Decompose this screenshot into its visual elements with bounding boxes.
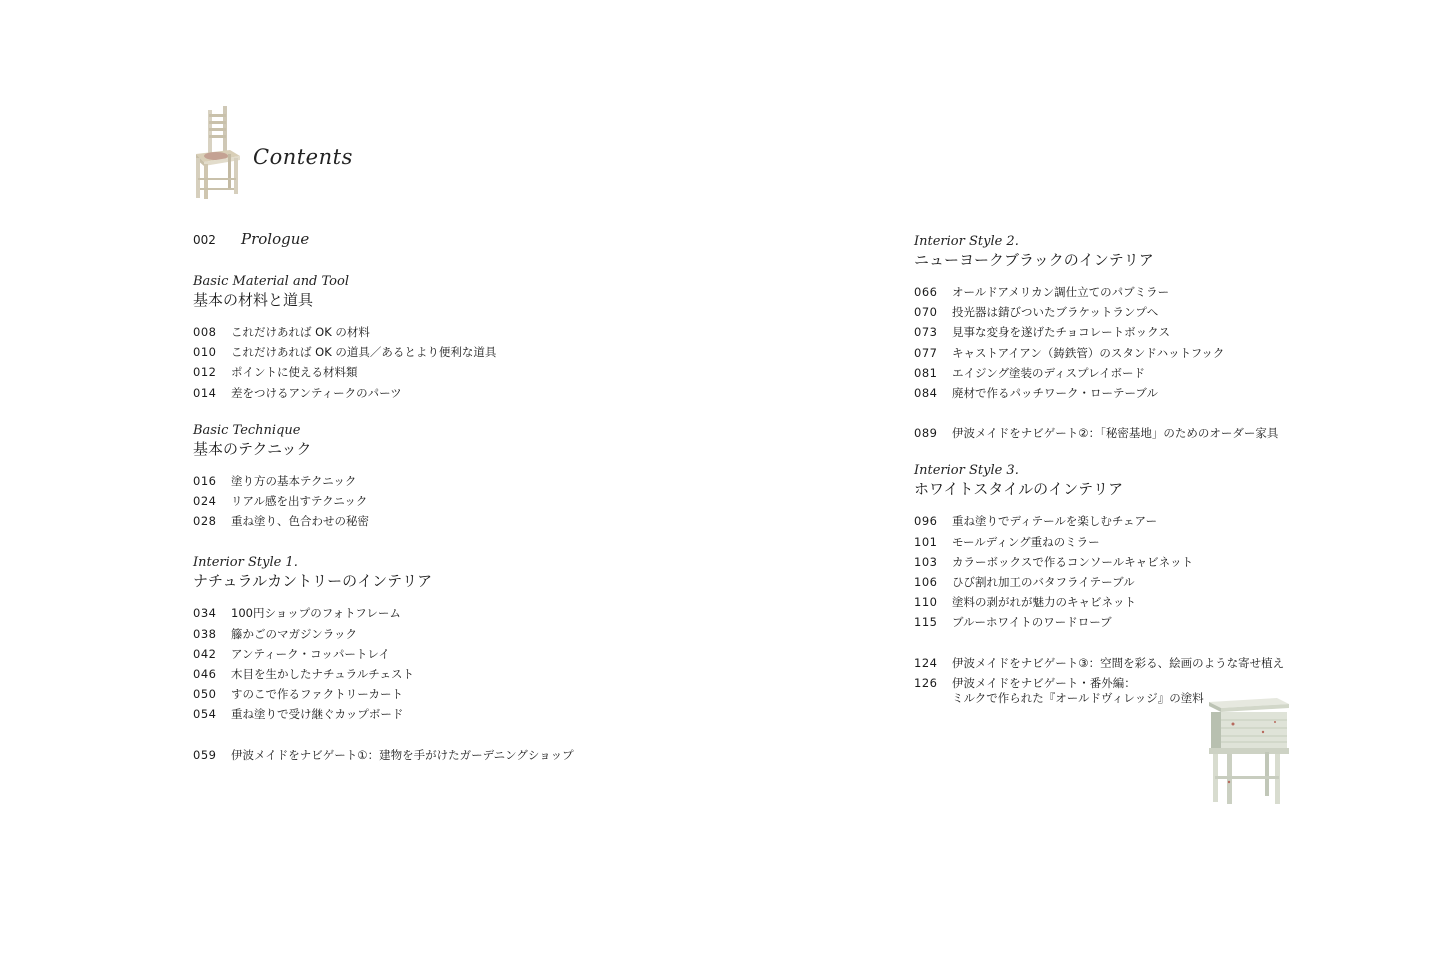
entry-title: 重ね塗りでディテールを楽しむチェアー [952, 514, 1158, 529]
toc-entry [914, 343, 1414, 363]
section-basic-material [193, 274, 753, 403]
toc-entry [193, 342, 753, 362]
toc-entry [193, 704, 753, 724]
section-basic-technique [193, 423, 753, 532]
page-number: 002 [193, 233, 216, 247]
toc-entry [914, 511, 1414, 531]
page-number: 101 [914, 534, 938, 549]
toc-entry [193, 644, 753, 664]
toc-entry [914, 423, 1414, 443]
page-number: 110 [914, 595, 938, 610]
section-title-en: Basic Technique [193, 422, 301, 438]
page-number: 073 [914, 325, 938, 340]
section-title-jp: ナチュラルカントリーのインテリア [193, 572, 433, 591]
toc-entry [914, 532, 1414, 552]
entry-title: これだけあれば OK の道具／あるとより便利な道具 [231, 345, 497, 360]
toc-entry [193, 745, 753, 765]
page-number: 008 [193, 325, 217, 339]
toc-entry [193, 664, 753, 684]
entry-title: ひび割れ加工のバタフライテーブル [952, 575, 1135, 590]
toc-entry [914, 383, 1414, 403]
prologue-title: Prologue [241, 230, 310, 248]
page-number: 089 [914, 426, 938, 441]
page-number: 126 [914, 675, 938, 690]
page-number: 115 [914, 615, 938, 630]
toc-entry [914, 592, 1414, 612]
entry-title: リアル感を出すテクニック [231, 494, 368, 509]
page-number: 059 [193, 747, 217, 762]
section-title-jp: 基本の材料と道具 [193, 291, 314, 309]
toc-entry [193, 383, 753, 403]
entry-title: エイジング塗装のディスプレイボード [952, 365, 1146, 380]
chair-illustration [190, 104, 246, 200]
page-number: 054 [193, 707, 217, 722]
entry-title: 100円ショップのフォトフレーム [231, 606, 401, 621]
section-title-en: Interior Style 2. [914, 234, 1019, 249]
page-number: 028 [193, 514, 217, 529]
page-number: 034 [193, 606, 217, 621]
toc-entry [914, 302, 1414, 322]
page-number: 103 [914, 554, 938, 569]
page-number: 070 [914, 305, 938, 320]
toc-entry [193, 322, 753, 342]
toc-entry [193, 491, 753, 511]
entry-title: 伊波メイドをナビゲート②：「秘密基地」のためのオーダー家具 [952, 426, 1279, 441]
section-title-jp: ニューヨークブラックのインテリア [914, 251, 1154, 269]
group-spacer [193, 725, 753, 745]
entry-title: 重ね塗り、色合わせの秘密 [231, 514, 369, 529]
toc-entry [193, 624, 753, 644]
toc-entry [914, 552, 1414, 572]
toc-entry [914, 282, 1414, 302]
page-number: 046 [193, 667, 217, 682]
toc-entry [914, 653, 1414, 673]
section-title-en: Basic Material and Tool [193, 274, 349, 289]
entry-title: キャストアイアン（鋳鉄管）のスタンドハットフック [952, 345, 1225, 360]
entry-title: アンティーク・コッパートレイ [231, 646, 390, 661]
page-number: 124 [914, 655, 938, 670]
entry-title: 塗料の剥がれが魅力のキャビネット [952, 595, 1136, 610]
toc-entry [193, 511, 753, 531]
section-interior-style-2 [914, 234, 1414, 443]
toc-entry [193, 362, 753, 382]
entry-title: ブルーホワイトのワードローブ [952, 615, 1112, 630]
toc-entry [914, 322, 1414, 342]
section-interior-style-1 [193, 555, 753, 764]
toc-entry [914, 676, 1414, 706]
group-spacer [914, 403, 1414, 423]
entry-title: 塗り方の基本テクニック [231, 473, 357, 488]
entry-title: 重ね塗りで受け継ぐカップボード [231, 707, 404, 722]
page-number: 016 [193, 473, 217, 488]
prologue-entry [193, 230, 753, 256]
entry-title: 廃材で作るパッチワーク・ローテーブル [952, 386, 1158, 401]
toc-entry [914, 572, 1414, 592]
entry-title: 投光器は錆びついたブラケットランプへ [952, 305, 1159, 320]
page-number: 038 [193, 626, 217, 641]
page-number: 014 [193, 385, 217, 400]
page-number: 012 [193, 365, 217, 380]
entry-title: 木目を生かしたナチュラルチェスト [231, 667, 414, 682]
entry-title: 籐かごのマガジンラック [231, 626, 357, 641]
toc-entry [914, 363, 1414, 383]
section-interior-style-3 [914, 463, 1414, 705]
section-title-en: Interior Style 3. [914, 463, 1019, 479]
entry-title: すのこで作るファクトリーカート [231, 687, 404, 702]
page-number: 084 [914, 386, 938, 401]
page-number: 096 [914, 514, 938, 529]
entry-title: 差をつけるアンティークのパーツ [231, 385, 402, 400]
contents-title: Contents [253, 145, 353, 169]
page-number: 010 [193, 345, 217, 360]
toc-entry [193, 684, 753, 704]
page-number: 106 [914, 575, 938, 590]
page-number: 077 [914, 345, 938, 360]
entry-title: 伊波メイドをナビゲート③：空間を彩る、絵画のような寄せ植え [952, 655, 1285, 670]
section-title-jp: ホワイトスタイルのインテリア [914, 480, 1124, 499]
page-number: 066 [914, 285, 938, 299]
toc-entry [914, 612, 1414, 632]
toc-entry [193, 603, 753, 623]
page-number: 081 [914, 365, 938, 380]
entry-title: 伊波メイドをナビゲート・番外編： ミルクで作られた『オールドヴィレッジ』の塗料 [952, 675, 1204, 705]
group-spacer [914, 633, 1414, 653]
left-column [193, 230, 753, 765]
entry-title: 見事な変身を遂げたチョコレートボックス [952, 325, 1171, 340]
page-number: 050 [193, 687, 217, 702]
entry-title: 伊波メイドをナビゲート①：建物を手がけたガーデニングショップ [231, 747, 574, 762]
section-title-en: Interior Style 1. [193, 555, 298, 571]
entry-title: カラーボックスで作るコンソールキャビネット [952, 554, 1194, 569]
page-number: 024 [193, 494, 217, 509]
page-number: 042 [193, 646, 217, 661]
cabinet-illustration [1203, 692, 1293, 807]
section-title-jp: 基本のテクニック [193, 439, 312, 458]
entry-title: これだけあれば OK の材料 [231, 325, 370, 339]
entry-title: モールディング重ねのミラー [952, 534, 1100, 549]
right-column [914, 230, 1414, 706]
toc-entry [193, 471, 753, 491]
entry-title: オールドアメリカン調仕立てのパブミラー [952, 285, 1170, 299]
entry-title: ポイントに使える材料類 [231, 365, 358, 380]
